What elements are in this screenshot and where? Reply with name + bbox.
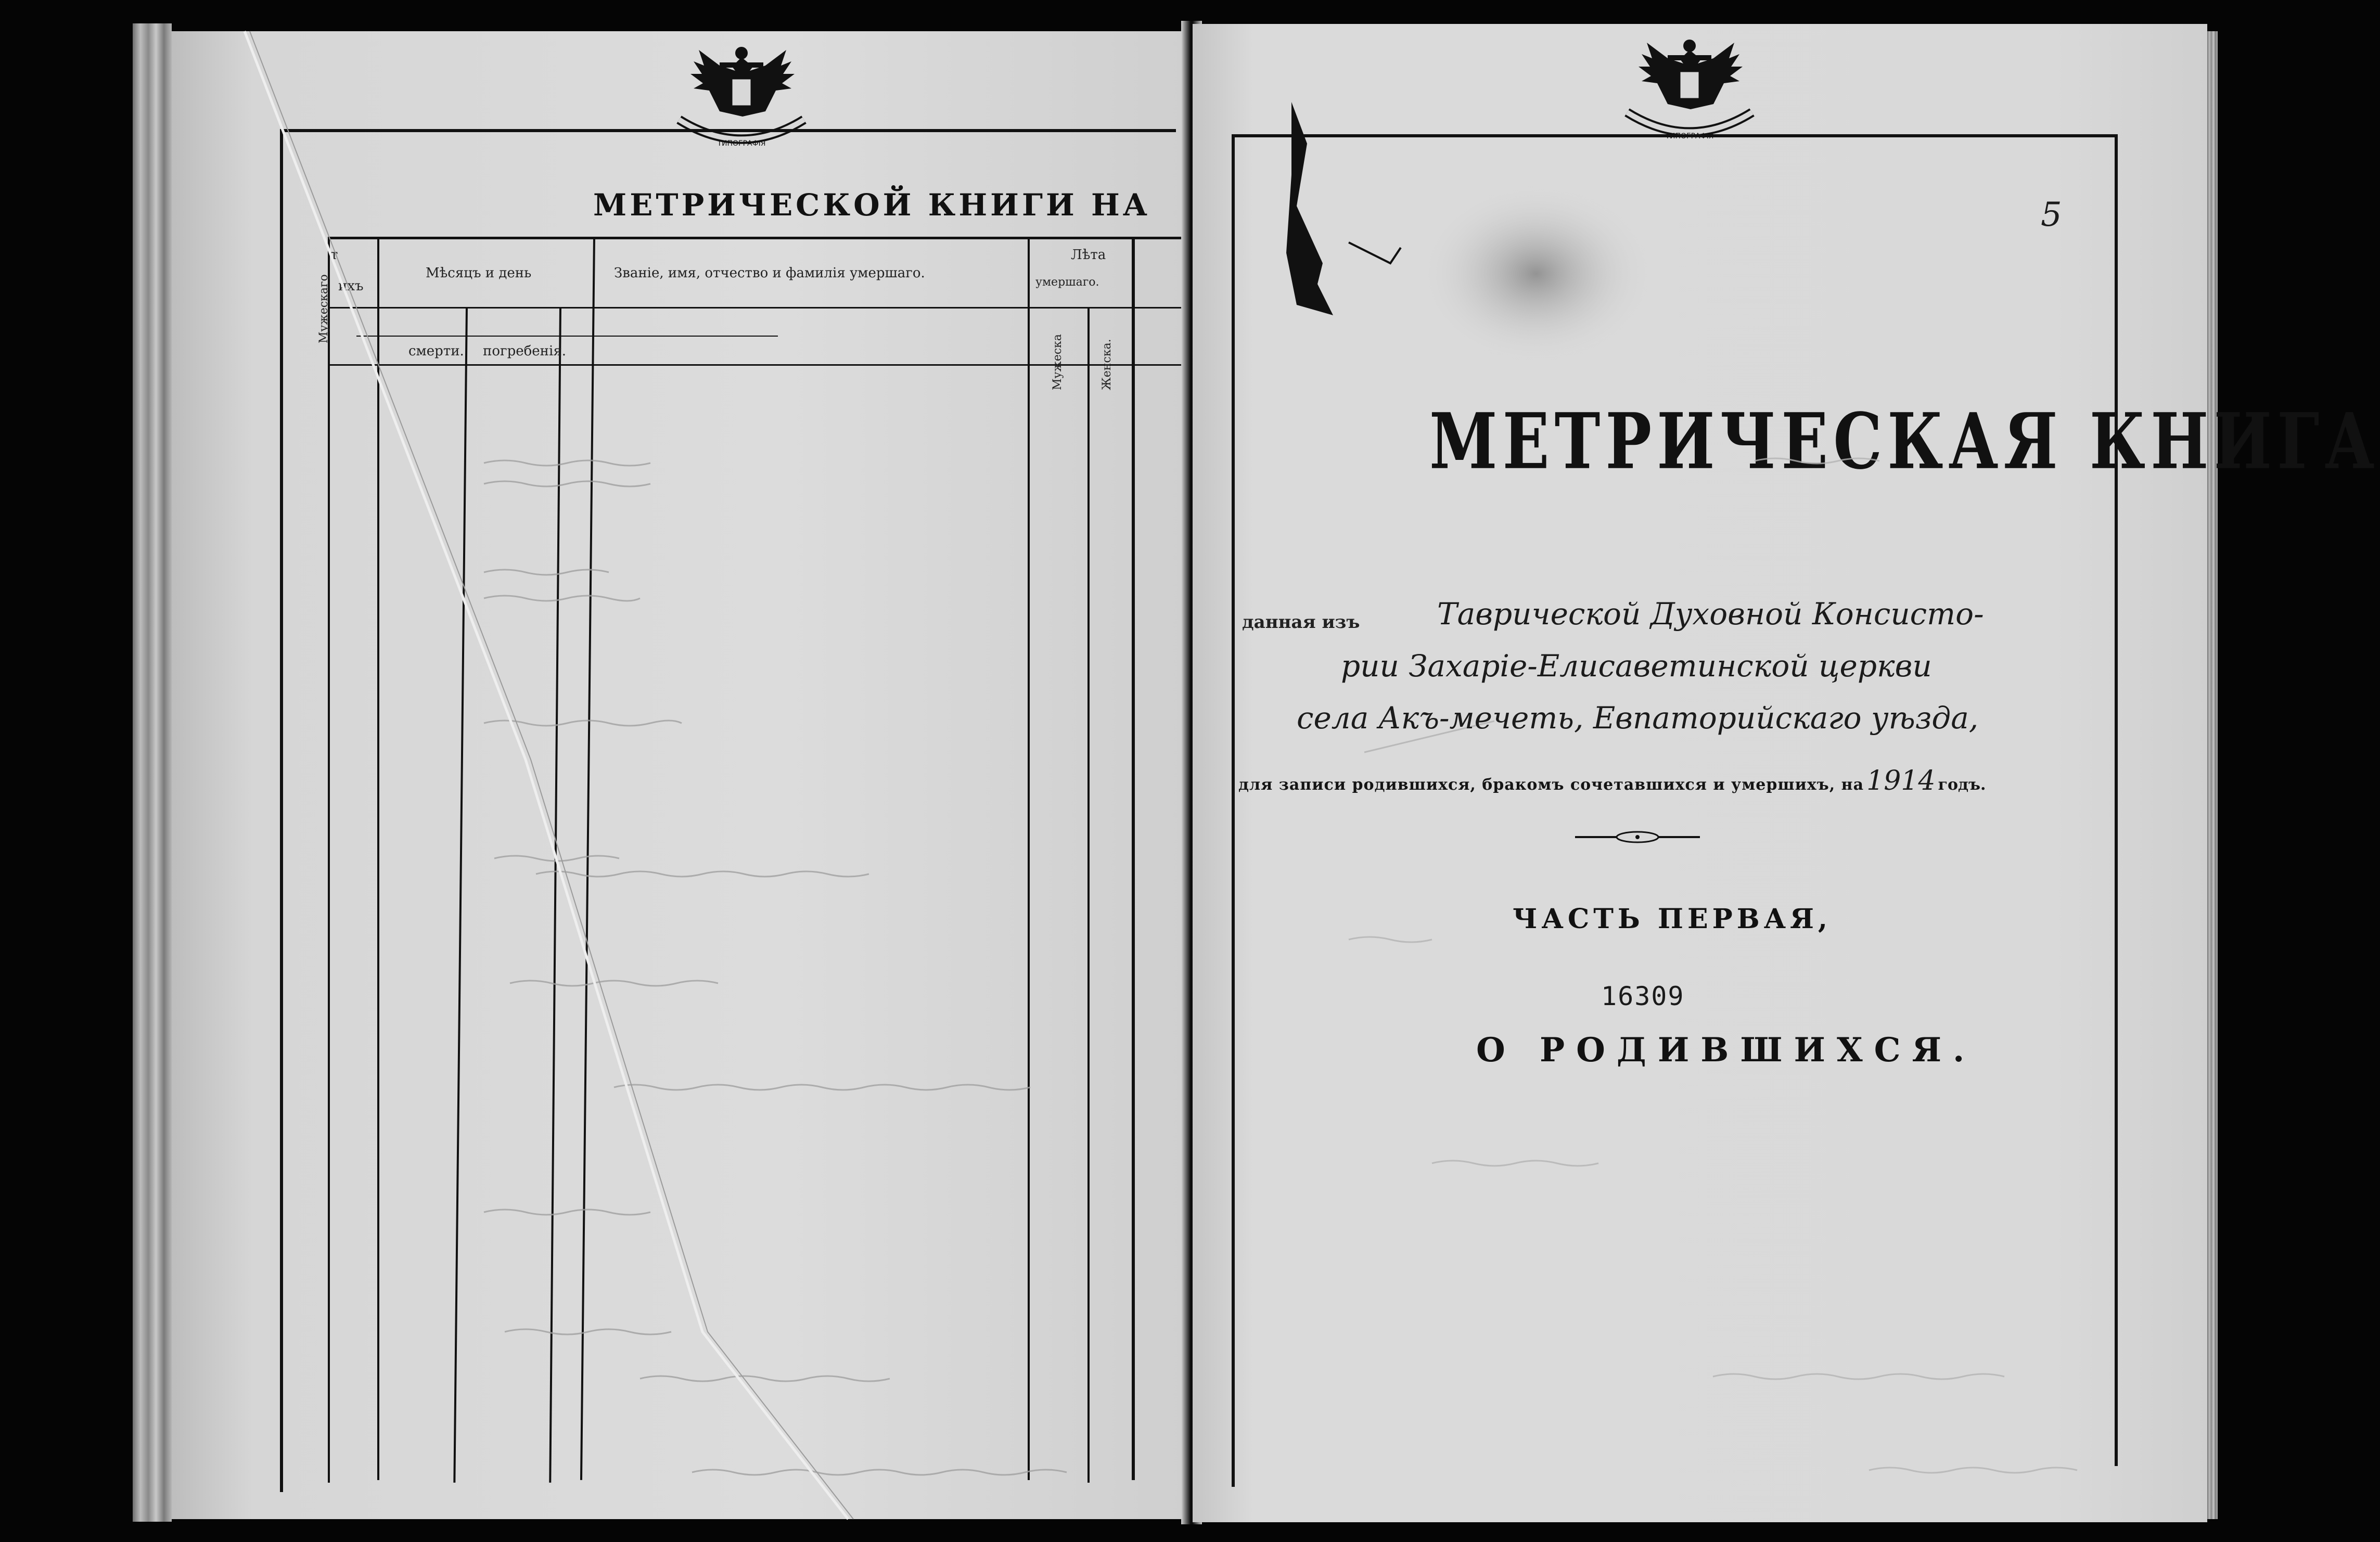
page-edges-right [2207,31,2218,1519]
col-number-mid: ихъ [338,278,364,294]
col-male: Мужеска [1051,334,1064,390]
book-title: МЕТРИЧЕСКАЯ КНИГА [1429,396,2380,486]
svg-text:ТИПОГРАФІЯ: ТИПОГРАФІЯ [717,139,766,148]
purpose-prefix: для записи родившихся, бракомъ сочетавшихся и умершихъ, на [1238,776,1864,794]
bleed-through-right [1193,24,2207,1522]
col-number-top: т [330,247,338,263]
left-page [172,31,1187,1519]
col-age: Лѣта [1071,247,1106,263]
col-female: Женска. [1101,339,1114,390]
folio-number: 5 [2041,196,2062,234]
given-from-line-1: Таврической Духовной Консисто- [1437,596,1984,632]
col-month-day: Мѣсяцъ и день [426,265,532,281]
part-label: ЧАСТЬ ПЕРВАЯ, [1513,903,1832,935]
given-from-line-3: села Акъ-мечеть, Евпаторийскаго уѣзда, [1297,700,1979,736]
col-name: Званіе, имя, отчество и фамилія умершаго. [614,265,925,281]
col-number-male: Мужескаго [317,274,330,343]
page-edges-left [133,23,172,1522]
page-header-title: МЕТРИЧЕСКОЙ КНИГИ НА [593,187,1151,223]
right-page [1193,24,2380,1522]
year-handwritten: 1914 [1866,765,1936,796]
col-death: смерти. [408,343,464,359]
purpose-suffix: годъ. [1938,776,1986,794]
stamp-number: 16309 [1601,981,1685,1011]
col-burial: погребенія. [483,343,566,359]
given-from-label: данная изъ [1242,612,1360,633]
section-title: О РОДИВШИХСЯ. [1476,1031,1976,1070]
col-age-sub: умершаго. [1035,276,1099,289]
given-from-line-2: рии Захаріе-Елисаветинской церкви [1341,648,1932,684]
bleed-through-handwriting [172,31,1187,1519]
